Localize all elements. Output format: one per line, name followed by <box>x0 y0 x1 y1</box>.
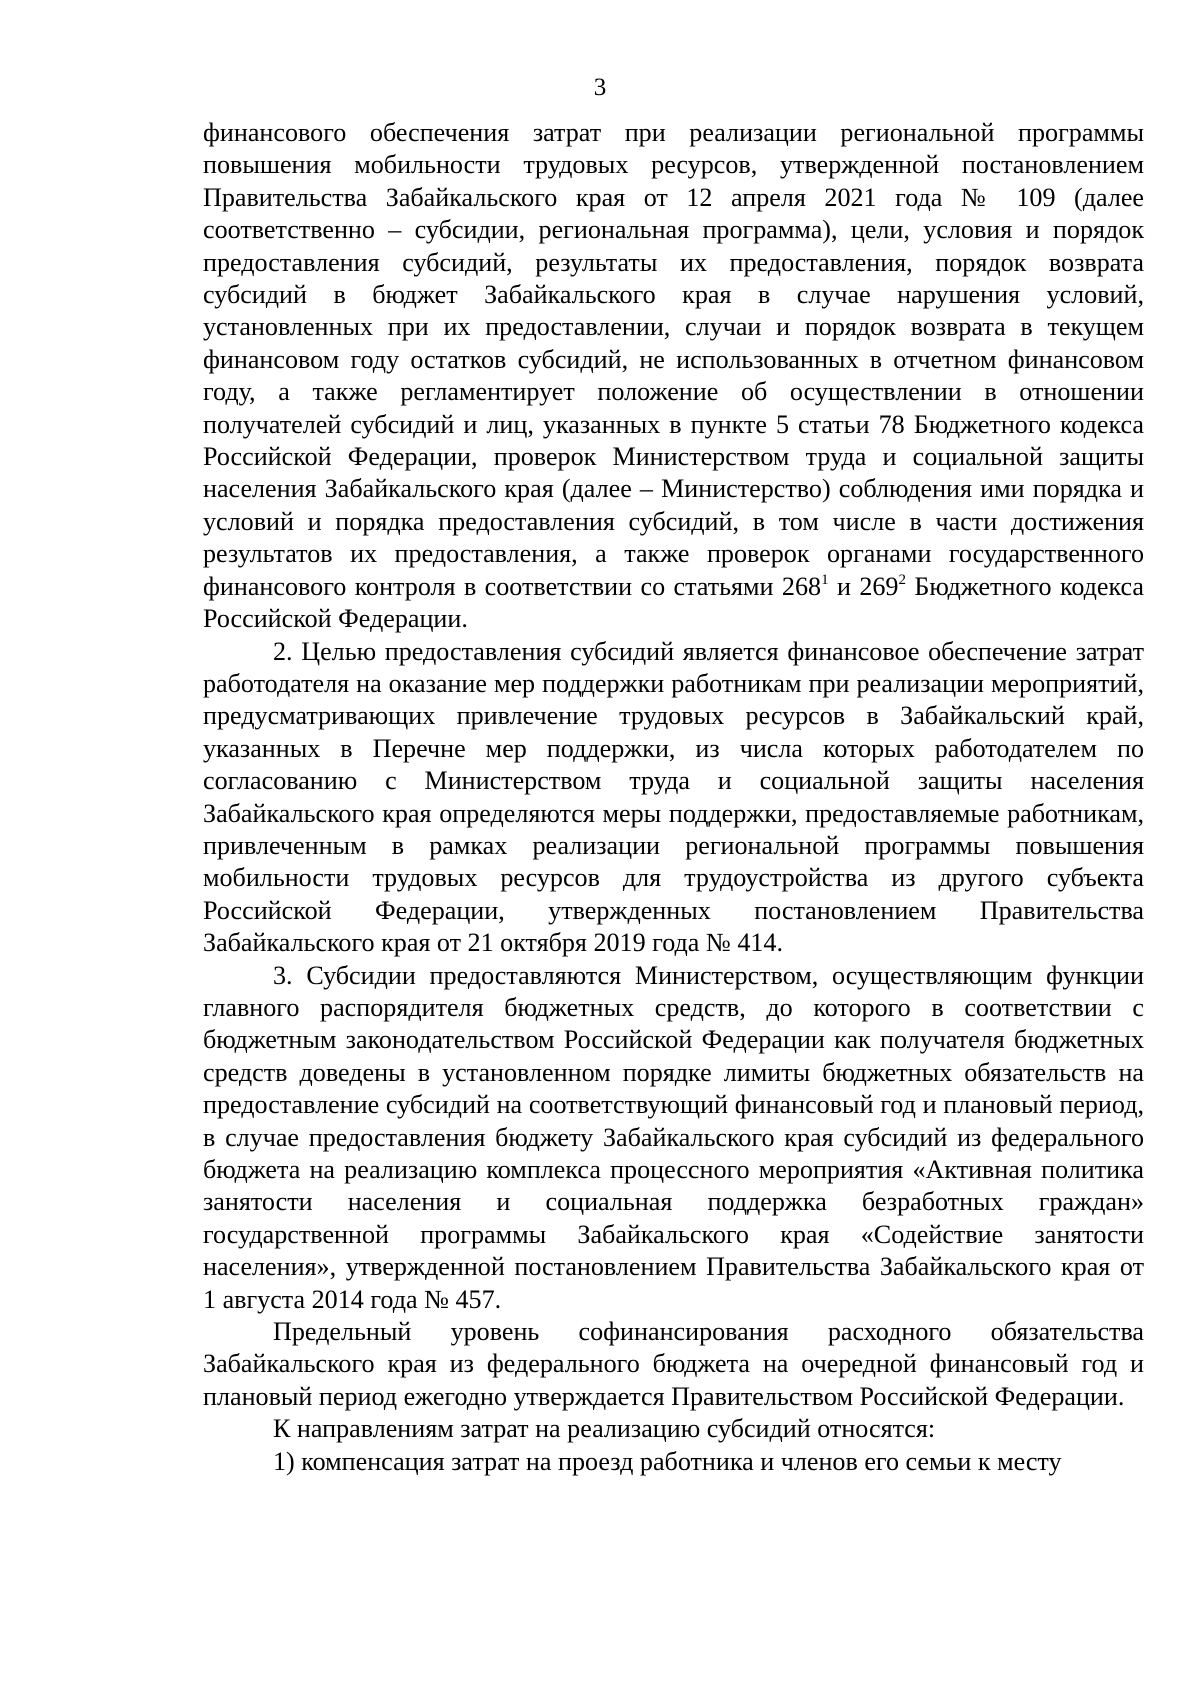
paragraph-cost-directions-intro: К направлениям затрат на реализацию субсидий относятся: <box>273 1414 936 1444</box>
text-run: и 269 <box>828 571 899 601</box>
paragraph-continuation <box>203 117 1144 636</box>
superscript: 1 <box>821 571 829 588</box>
paragraph-item-2: 2. Целью предоставления субсидий является финансовое обеспечение затрат работодателя на оказание мер поддержки работникам при реализации мероприятий, предусматривающих привлечение трудовых ресурсов в Забайкальский край, указанных в Перечне мер поддержки, из числа которых работодателем по согласованию с Министерством труда и социальной защиты населения Забайкальского края определяются меры поддержки, предоставляемые работникам, привлеченным в рамках реализации региональной программы повышения мобильности трудовых ресурсов для трудоустройства из другого субъекта Российской Федерации, утвержденных постановлением Правительства Забайкальского края от 21 октября 2019 года № 414. <box>203 636 1144 958</box>
paragraph-cofinancing: Предельный уровень софинансирования расходного обязательства Забайкальского края из федерального бюджета на очередной финансовый год и плановый период ежегодно утверждается Правительством Российской Федерации. <box>203 1317 1144 1411</box>
text-run: Бюджетного кодекса Российской Федерации. <box>203 571 1144 634</box>
text-run: финансового обеспечения затрат при реализации региональной программы повышения мобильности трудовых ресурсов, утвержденной постановлением Правительства Забайкальского края от 12 апреля 2021 года № 109 (далее соответственно – субсидии, региональная программа), цели, условия и порядок предоставления субсидий, результаты их предоставления, порядок возврата субсидий в бюджет Забайкальского края в случае нарушения условий, установленных при их предоставлении, случаи и порядок возврата в текущем финансовом году остатков субсидий, не использованных в отчетном финансовом году, а также регламентирует положение об осуществлении в отношении получателей субсидий и лиц, указанных в пункте 5 статьи 78 Бюджетного кодекса Российской Федерации, проверок Министерством труда и социальной защиты населения Забайкальского края (далее – Министерство) соблюдения ими порядка и условий и порядка предоставления субсидий, в том числе в части достижения результатов их предоставления, а также проверок органами государственного финансового контроля в соответствии со статьями 268 <box>203 118 1144 601</box>
page-number: 3 <box>593 74 607 101</box>
paragraph-list-item-1: 1) компенсация затрат на проезд работника и членов его семьи к месту <box>273 1446 1062 1476</box>
paragraph-item-3: 3. Субсидии предоставляются Министерством, осуществляющим функции главного распорядителя бюджетных средств, до которого в соответствии с бюджетным законодательством Российской Федерации как получателя бюджетных средств доведены в установленном порядке лимиты бюджетных обязательств на предоставление субсидий на соответствующий финансовый год и плановый период, в случае предоставления бюджету Забайкальского края субсидий из федерального бюджета на реализацию комплекса процессного мероприятия «Активная политика занятости населения и социальная поддержка безработных граждан» государственной программы Забайкальского края «Содействие занятости населения», утвержденной постановлением Правительства Забайкальского края от 1 августа 2014 года № 457. <box>203 960 1144 1314</box>
superscript: 2 <box>898 571 906 588</box>
document-body <box>203 117 1144 1478</box>
